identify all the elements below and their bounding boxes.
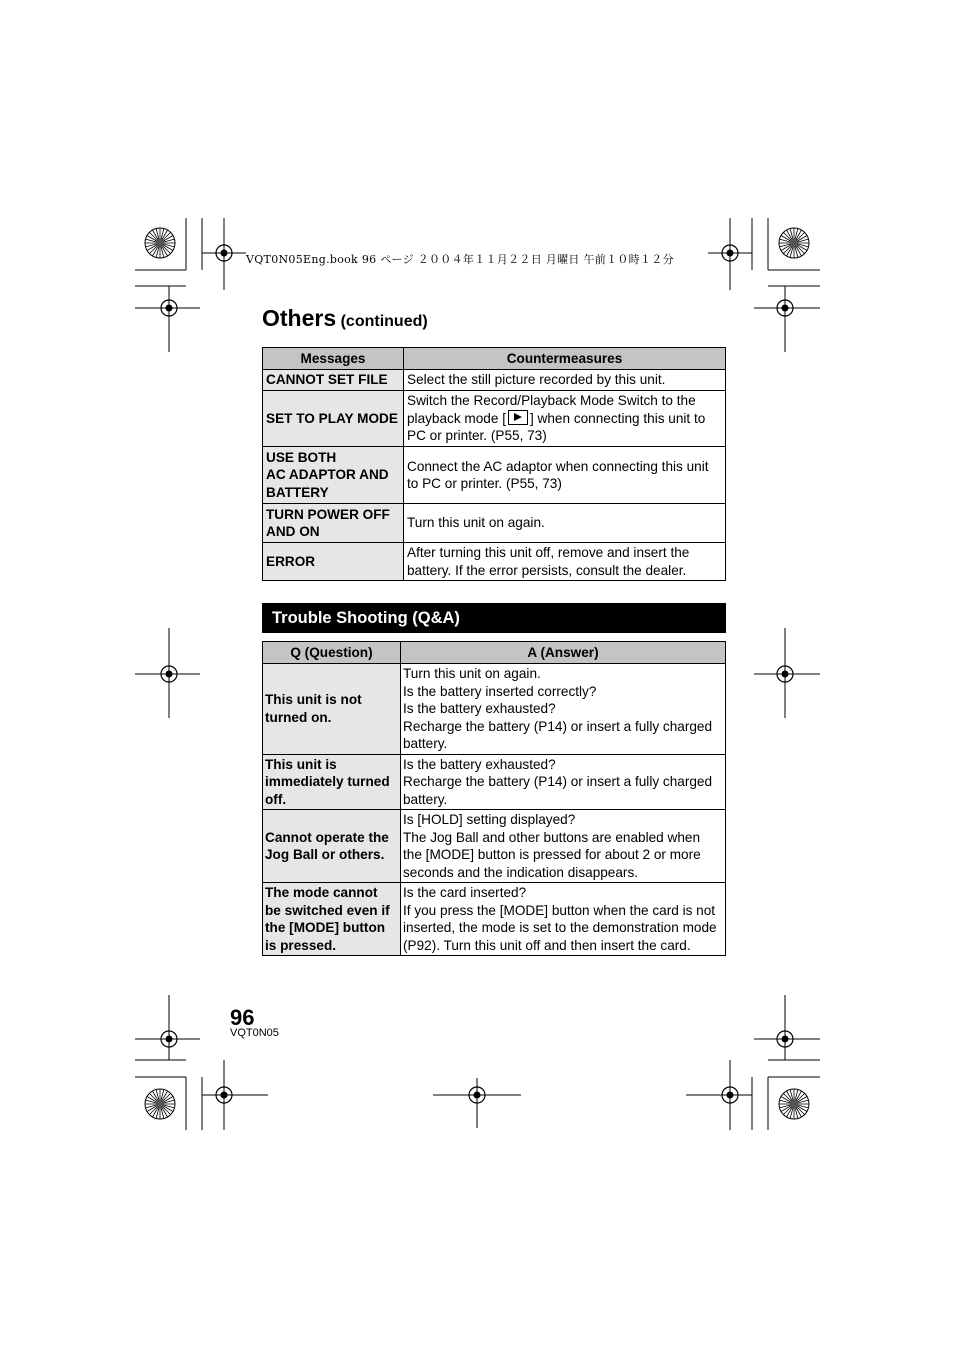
page-title xyxy=(262,305,428,332)
qa-table xyxy=(262,641,726,956)
answer-line: Recharge the battery (P14) or insert a fully charged battery. xyxy=(403,774,713,807)
countermeasure-cell: Select the still picture recorded by this unit. xyxy=(404,370,726,391)
countermeasure-cell xyxy=(404,391,726,447)
answer-cell xyxy=(401,883,726,956)
message-cell xyxy=(263,504,404,543)
table-row xyxy=(263,447,726,504)
page-number: 96 xyxy=(230,1005,255,1030)
message-cell: SET TO PLAY MODE xyxy=(263,391,404,447)
question-cell: This unit is immediately turned off. xyxy=(263,754,401,810)
countermeasure-cell: After turning this unit off, remove and insert the battery. If the error persists, consult the dealer. xyxy=(404,543,726,581)
title-main: Others xyxy=(262,305,337,331)
answer-line: Turn this unit on again. xyxy=(403,666,541,681)
answer-line: Is the battery inserted correctly? xyxy=(403,683,597,699)
file-info-header: VQT0N05Eng.book 96 ページ ２００４年１１月２２日 月曜日 午前１０時１２分 xyxy=(246,253,674,266)
countermeasure-text: Switch the Record/Playback Mode Switch to the playback mode [ xyxy=(407,393,696,426)
table-row xyxy=(263,370,726,391)
answer-cell xyxy=(401,664,726,755)
answer-line: Is the battery exhausted? xyxy=(403,756,556,772)
countermeasure-cell: Turn this unit on again. xyxy=(404,504,726,543)
table-row xyxy=(263,883,726,956)
answer-line: The Jog Ball and other buttons are enabled when the [MODE] button is pressed for about 2 or more seconds and the indication disappears. xyxy=(403,829,701,880)
column-header: Q (Question) xyxy=(263,642,401,664)
doc-code: VQT0N05 xyxy=(230,1027,279,1039)
question-cell: Cannot operate the Jog Ball or others. xyxy=(263,810,401,883)
table-header-row xyxy=(263,642,726,664)
message-cell: CANNOT SET FILE xyxy=(263,370,404,391)
countermeasure-text: ] when connecting this unit to PC or printer. (P55, 73) xyxy=(407,410,706,444)
table-row xyxy=(263,754,726,810)
messages-table xyxy=(262,347,726,581)
message-line: BATTERY xyxy=(266,484,329,500)
column-header: A (Answer) xyxy=(401,642,726,664)
answer-cell xyxy=(401,810,726,883)
message-line: AC ADAPTOR AND xyxy=(266,467,389,483)
section-heading: Trouble Shooting (Q&A) xyxy=(262,603,726,633)
message-cell xyxy=(263,447,404,504)
answer-line: Is [HOLD] setting displayed? xyxy=(403,812,576,827)
question-cell: This unit is not turned on. xyxy=(263,664,401,755)
table-row xyxy=(263,810,726,883)
playback-mode-icon xyxy=(508,410,528,425)
message-line: USE BOTH xyxy=(266,449,337,465)
table-row xyxy=(263,543,726,581)
message-line: TURN POWER OFF xyxy=(266,506,390,522)
answer-line: Is the card inserted? xyxy=(403,885,527,900)
countermeasure-cell: Connect the AC adaptor when connecting this unit to PC or printer. (P55, 73) xyxy=(404,447,726,504)
answer-line: Recharge the battery (P14) or insert a fully charged battery. xyxy=(403,718,713,751)
message-cell: ERROR xyxy=(263,543,404,581)
answer-line: Is the battery exhausted? xyxy=(403,701,556,716)
table-row xyxy=(263,664,726,755)
table-row xyxy=(263,504,726,543)
column-header: Messages xyxy=(263,348,404,370)
question-cell: The mode cannot be switched even if the [MODE] button is pressed. xyxy=(263,883,401,956)
message-line: AND ON xyxy=(266,524,320,539)
title-sub: (continued) xyxy=(340,313,428,330)
answer-cell xyxy=(401,754,726,810)
table-header-row xyxy=(263,348,726,370)
answer-line: If you press the [MODE] button when the card is not inserted, the mode is set to the demonstration mode (P92). Turn this unit off and then insert the card. xyxy=(403,902,717,953)
column-header: Countermeasures xyxy=(404,348,726,370)
table-row xyxy=(263,391,726,447)
